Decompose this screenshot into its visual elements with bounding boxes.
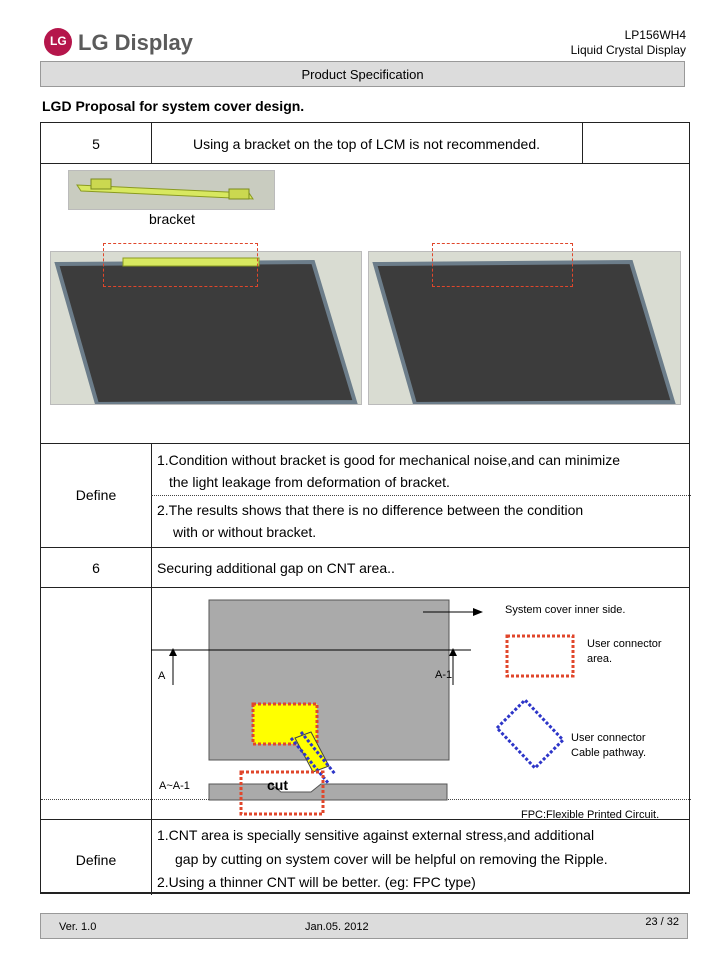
logo-text: LG Display — [78, 30, 193, 55]
section-a1-label: A-1 — [435, 669, 453, 681]
row5-number: 5 — [92, 136, 100, 152]
bracket-photo — [68, 170, 275, 210]
model-number: LP156WH4 — [624, 28, 686, 42]
connector-area-label-2: area. — [587, 653, 613, 665]
connector-area-label-1: User connector — [587, 638, 662, 650]
cut-label: cut — [267, 777, 288, 793]
section-aa1-label: A~A-1 — [159, 780, 190, 792]
row5-define-line2b: with or without bracket. — [173, 524, 317, 540]
row5-define-line2a: 2.The results shows that there is no difference between the condition — [157, 502, 584, 518]
cable-pathway-label-2: Cable pathway. — [571, 747, 647, 759]
row6-title: Securing additional gap on CNT area.. — [157, 560, 395, 576]
page-number: 23 / 32 — [645, 916, 679, 928]
product-spec-bar: Product Specification — [40, 61, 685, 87]
row6-define-line1b: gap by cutting on system cover will be helpful on removing the Ripple. — [175, 851, 608, 867]
lg-logo-icon: LG — [44, 28, 72, 56]
row5-define-line1a: 1.Condition without bracket is good for mechanical noise,and can minimize — [157, 452, 621, 468]
section-title: LGD Proposal for system cover design. — [42, 98, 305, 114]
row6-define-label: Define — [75, 852, 117, 868]
system-cover-label: System cover inner side. — [505, 604, 626, 616]
section-a-label: A — [158, 670, 166, 682]
row6-define-line2: 2.Using a thinner CNT will be better. (eg: FPC type) — [157, 874, 476, 890]
cnt-gap-diagram — [151, 588, 691, 819]
proposal-table — [40, 122, 690, 894]
header-model-info — [571, 28, 686, 58]
row6-define-line1a: 1.CNT area is specially sensitive against external stress,and additional — [157, 827, 595, 843]
row5-define-line1b: the light leakage from deformation of bracket. — [169, 474, 450, 490]
row5-title: Using a bracket on the top of LCM is not recommended. — [192, 136, 541, 152]
row5-define-label: Define — [75, 487, 117, 503]
product-type: Liquid Crystal Display — [570, 43, 686, 57]
fpc-note: FPC:Flexible Printed Circuit. — [521, 809, 660, 821]
version-text: Ver. 1.0 — [59, 921, 97, 933]
lg-display-logo — [44, 28, 194, 60]
row6-number: 6 — [92, 560, 100, 576]
date-text: Jan.05. 2012 — [305, 921, 369, 933]
bracket-highlight-box — [103, 243, 258, 287]
cable-pathway-label-1: User connector — [571, 732, 646, 744]
bracket-image — [69, 171, 274, 209]
bracket-label: bracket — [149, 211, 195, 227]
no-bracket-highlight-box — [432, 243, 573, 287]
footer-bar — [40, 913, 688, 939]
